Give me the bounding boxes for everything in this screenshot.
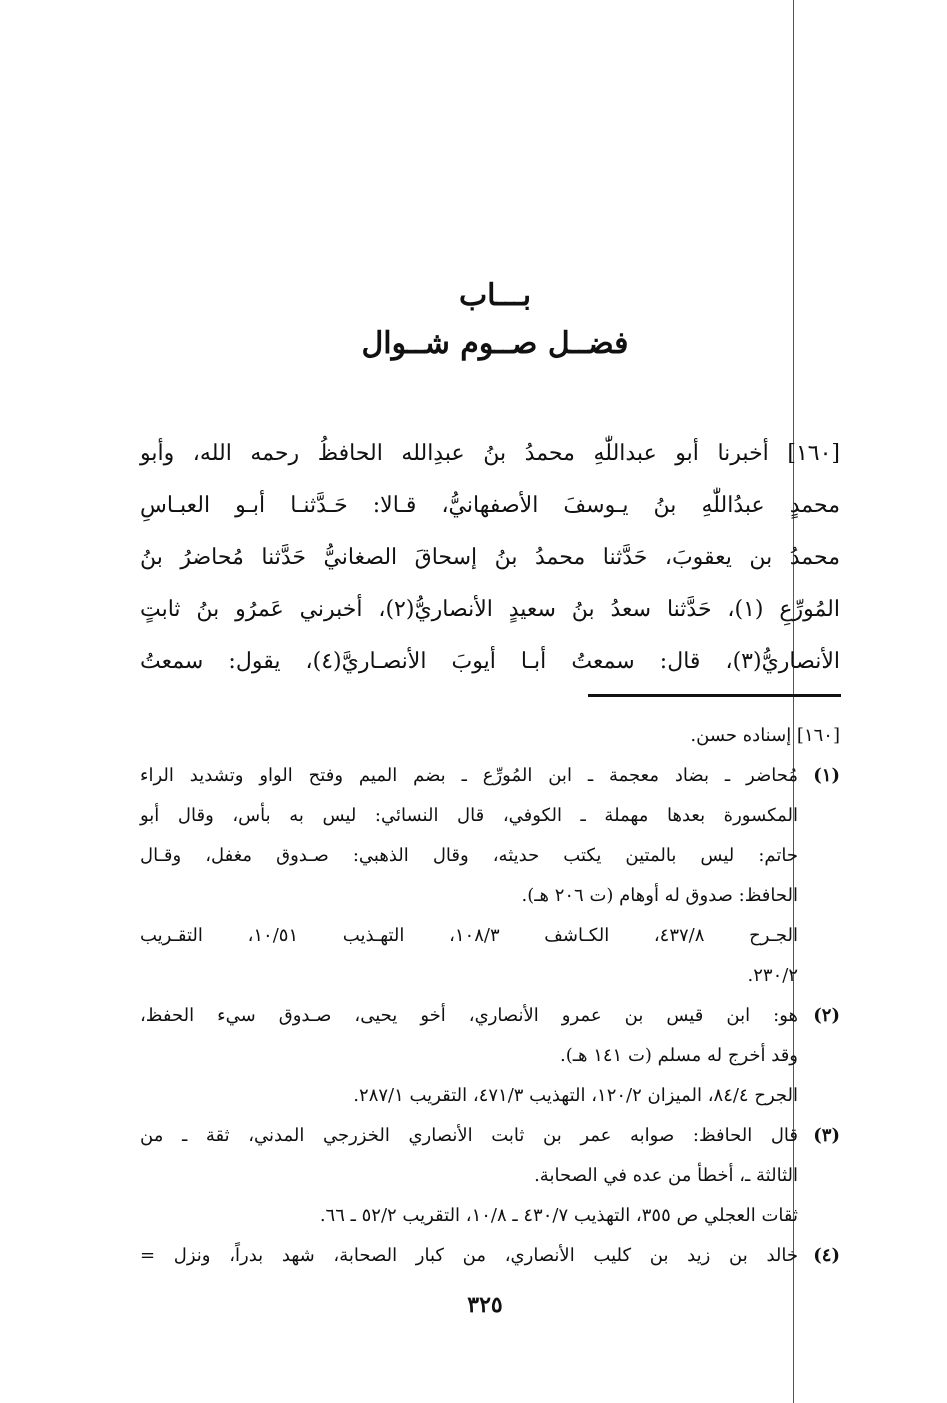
footnote-number: (٣) <box>813 1125 840 1146</box>
footnote-number: (٤) <box>813 1245 840 1266</box>
text-line: الأنصاريُّ(٣)، قال: سمعتُ أبـا أيوبَ الأنصـاريَّ(٤)، يقول: سمعتُ <box>140 649 840 674</box>
footnote-number: (١) <box>813 765 840 786</box>
footnote-line: الجرح ٨٤/٤، الميزان ١٢٠/٢، التهذيب ٤٧١/٣، التقريب ٢٨٧/١. <box>353 1085 798 1106</box>
footnote-number: (٢) <box>813 1005 840 1026</box>
text-line: المُورِّعِ (١)، حَدَّثنا سعدُ بنُ سعيدٍ الأنصاريُّ(٢)، أخبرني عَمرُو بنُ ثابتٍ <box>140 597 840 622</box>
footnote-line: خالد بن زيد بن كليب الأنصاري، من كبار الصحابة، شهد بدراً، ونزل = <box>140 1245 798 1266</box>
footnote-3 <box>140 1116 840 1236</box>
footnote-line: مُحاضر ـ بضاد معجمة ـ ابن المُورِّع ـ بضم الميم وفتح الواو وتشديد الراء <box>140 765 798 786</box>
chapter-label: بـــاب <box>458 278 532 313</box>
text-line: محمدُ بن يعقوبَ، حَدَّثنا محمدُ بنُ إسحاقَ الصغانيُّ حَدَّثنا مُحاضرُ بنُ <box>140 545 840 570</box>
footnote-line: ٢٣٠/٢. <box>747 965 798 986</box>
page-number: ٣٢٥ <box>467 1292 503 1318</box>
text-line: محمدٍ عبدُاللّٰهِ بنُ يـوسفَ الأصفهانيُّ، قـالا: حَـدَّثنـا أبـو العبـاسِ <box>140 493 840 518</box>
footnote-line: الحافظ: صدوق له أوهام (ت ٢٠٦ هـ). <box>521 885 798 906</box>
chapter-title: فضــل صــوم شــوال <box>361 326 629 361</box>
footnotes <box>140 716 840 1276</box>
text-line: [١٦٠] أخبرنا أبو عبداللّٰهِ محمدُ بنُ عبدِالله الحافظُ رحمه الله، وأبو <box>140 441 840 466</box>
footnote-line: المكسورة بعدها مهملة ـ الكوفي، قال النسائي: ليس به بأس، وقال أبو <box>140 805 798 826</box>
footnote-line: حاتم: ليس بالمتين يكتب حديثه، وقال الذهبي: صـدوق مغفل، وقـال <box>140 845 798 866</box>
footnote-line: ثقات العجلي ص ٣٥٥، التهذيب ٤٣٠/٧ ـ ١٠/٨، التقريب ٥٢/٢ ـ ٦٦. <box>319 1205 798 1226</box>
footnote-line: الثالثة ـ، أخطأ من عده في الصحابة. <box>534 1165 798 1186</box>
footnote-line: الجـرح ٤٣٧/٨، الكـاشف ١٠٨/٣، التهـذيب ١٠/٥١، التقـريب <box>140 925 799 946</box>
hadith-text <box>140 428 840 688</box>
footnote-1 <box>140 756 840 996</box>
isnad-grade: [١٦٠] إسناده حسن. <box>690 725 840 746</box>
footnote-line: هو: ابن قيس بن عمرو الأنصاري، أخو يحيى، صـدوق سيء الحفظ، <box>140 1005 798 1026</box>
footnote-line: قال الحافظ: صوابه عمر بن ثابت الأنصاري الخزرجي المدني، ثقة ـ من <box>140 1125 798 1146</box>
footnote-4 <box>140 1236 840 1276</box>
footnote-2 <box>140 996 840 1116</box>
footnote-line: وقد أخرج له مسلم (ت ١٤١ هـ). <box>559 1045 798 1066</box>
footnote-separator <box>588 694 841 697</box>
